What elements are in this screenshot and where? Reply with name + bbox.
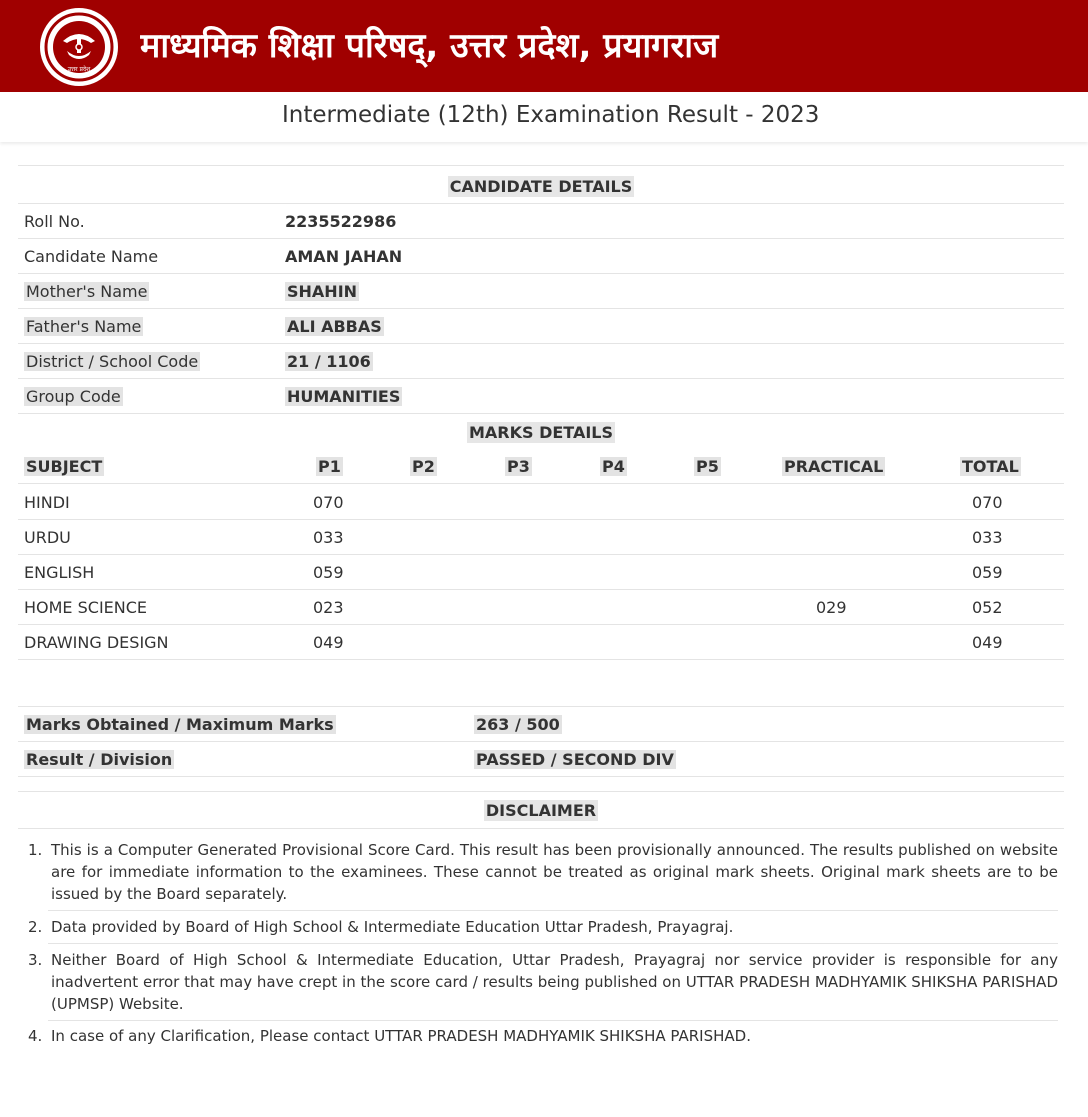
disclaimer-text: This is a Computer Generated Provisional Score Card. This result has been provisionally announced. The results published on website are for immediate information to the examinees. These cannot be treated as original mark sheets. Original mark sheets are to be issued by the Board separately. [51, 841, 1058, 903]
marks-row [18, 625, 1064, 660]
emblem-text: उत्तर प्रदेश [67, 66, 91, 73]
p1-mark: 070 [313, 493, 344, 512]
divider [48, 910, 1058, 911]
total-mark: 033 [972, 528, 1003, 547]
divider [18, 165, 1064, 166]
total-mark: 049 [972, 633, 1003, 652]
header-p5: P5 [696, 457, 719, 476]
up-emblem-logo [40, 8, 118, 86]
header-p4: P4 [602, 457, 625, 476]
mother-name-value: SHAHIN [287, 282, 358, 301]
divider [48, 943, 1058, 944]
total-mark: 070 [972, 493, 1003, 512]
board-name: माध्यमिक शिक्षा परिषद्, उत्तर प्रदेश, प्रयागराज [140, 26, 719, 66]
district-row [18, 344, 1064, 379]
group-row [18, 379, 1064, 414]
header-practical: PRACTICAL [784, 457, 884, 476]
header-p2: P2 [412, 457, 435, 476]
mother-name-row [18, 274, 1064, 309]
disclaimer-title: DISCLAIMER [485, 801, 597, 820]
district-label: District / School Code [26, 352, 199, 371]
candidate-section-title: CANDIDATE DETAILS [449, 177, 633, 196]
p1-mark: 049 [313, 633, 344, 652]
subject-name: DRAWING DESIGN [24, 633, 169, 652]
roll-row [18, 204, 1064, 239]
divider [18, 828, 1064, 829]
subject-name: HOME SCIENCE [24, 598, 148, 617]
roll-value: 2235522986 [285, 212, 397, 231]
marks-header-row [18, 449, 1064, 484]
disclaimer-item [28, 916, 1058, 938]
practical-mark: 029 [816, 598, 847, 617]
exam-title: Intermediate (12th) Examination Result - 2023 [282, 102, 820, 128]
disclaimer-item [28, 1025, 1058, 1047]
father-name-row [18, 309, 1064, 344]
marks-obtained-row [18, 707, 1064, 742]
marks-obtained-value: 263 / 500 [476, 715, 560, 734]
p1-mark: 059 [313, 563, 344, 582]
disclaimer-number: 1. [28, 841, 43, 859]
marks-row [18, 485, 1064, 520]
marks-row [18, 590, 1064, 625]
header-p3: P3 [507, 457, 530, 476]
total-mark: 059 [972, 563, 1003, 582]
disclaimer-number: 4. [28, 1027, 43, 1045]
divider [48, 1020, 1058, 1021]
subject-name: URDU [24, 528, 71, 547]
subject-name: HINDI [24, 493, 70, 512]
district-value: 21 / 1106 [287, 352, 371, 371]
marks-obtained-label: Marks Obtained / Maximum Marks [26, 715, 334, 734]
marks-row [18, 520, 1064, 555]
divider [18, 791, 1064, 792]
group-value: HUMANITIES [287, 387, 401, 406]
candidate-name-row [18, 239, 1064, 274]
candidate-name-label: Candidate Name [24, 247, 159, 266]
result-value: PASSED / SECOND DIV [476, 750, 674, 769]
disclaimer-item [28, 949, 1058, 1015]
mother-name-label: Mother's Name [26, 282, 148, 301]
candidate-name-value: AMAN JAHAN [285, 247, 403, 266]
disclaimer-number: 3. [28, 951, 43, 969]
disclaimer-text: In case of any Clarification, Please contact UTTAR PRADESH MADHYAMIK SHIKSHA PARISHAD. [51, 1027, 751, 1045]
disclaimer-text: Neither Board of High School & Intermediate Education, Uttar Pradesh, Prayagraj nor service provider is responsible for any inadvertent error that may have crept in the score card / results being published on UTTAR PRADESH MADHYAMIK SHIKSHA PARISHAD (UPMSP) Website. [51, 951, 1058, 1013]
disclaimer-number: 2. [28, 918, 43, 936]
p1-mark: 033 [313, 528, 344, 547]
header-subject: SUBJECT [26, 457, 103, 476]
subject-name: ENGLISH [24, 563, 95, 582]
marks-section-title: MARKS DETAILS [468, 423, 614, 442]
group-label: Group Code [26, 387, 121, 406]
header-p1: P1 [318, 457, 341, 476]
site-header [0, 0, 1088, 92]
disclaimer-item [28, 839, 1058, 905]
marks-row [18, 555, 1064, 590]
p1-mark: 023 [313, 598, 344, 617]
total-mark: 052 [972, 598, 1003, 617]
result-row [18, 742, 1064, 777]
up-government-emblem-icon [43, 11, 115, 83]
result-label: Result / Division [26, 750, 173, 769]
father-name-label: Father's Name [26, 317, 142, 336]
disclaimer-text: Data provided by Board of High School & Intermediate Education Uttar Pradesh, Prayagraj. [51, 918, 734, 936]
roll-label: Roll No. [24, 212, 85, 231]
header-total: TOTAL [962, 457, 1019, 476]
father-name-value: ALI ABBAS [287, 317, 382, 336]
